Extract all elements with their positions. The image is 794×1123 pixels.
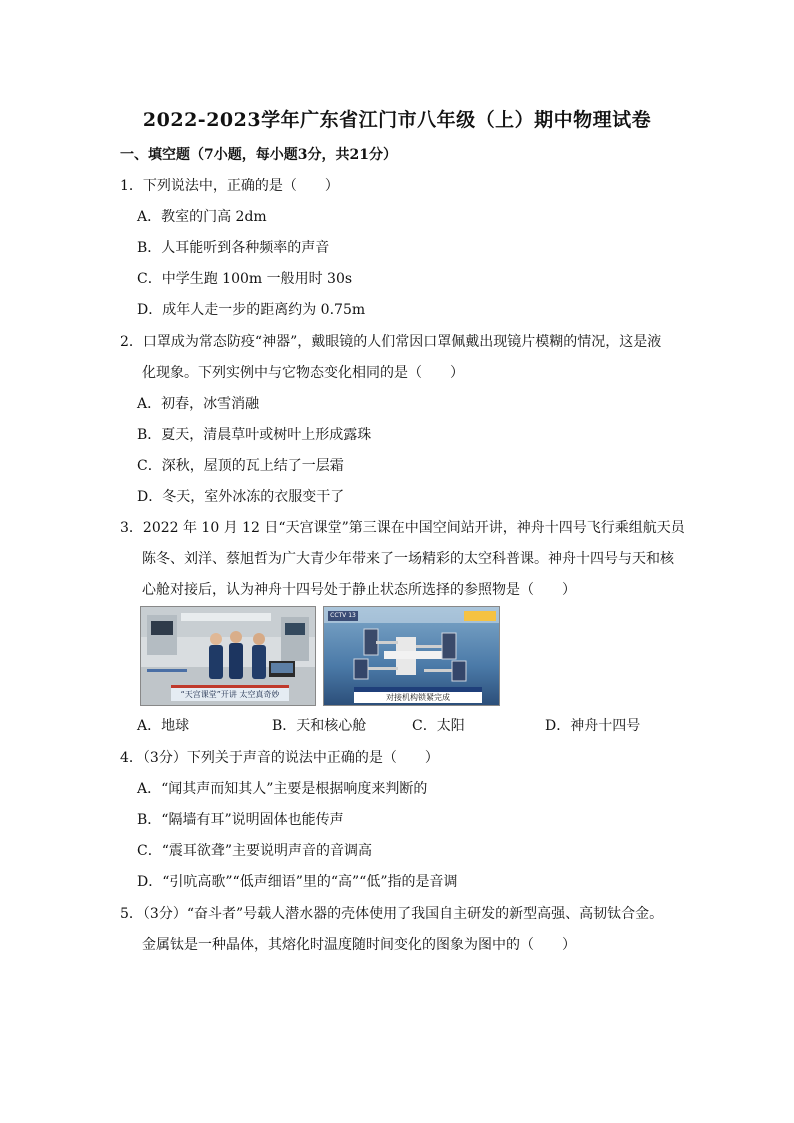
question-2-stem-line-2: 化现象。下列实例中与它物态变化相同的是（ ） [142,365,464,381]
question-1-stem: 1．下列说法中，正确的是（ ） [120,178,339,194]
cctv-logo: CCTV 13 [330,612,356,619]
question-5-stem-line-1: 5．（3分）“奋斗者”号载人潜水器的壳体使用了我国自主研发的新型高强、高韧钛合金。 [120,906,664,922]
question-1-option-b: B．人耳能听到各种频率的声音 [137,240,330,256]
question-2-option-a: A．初春，冰雪消融 [137,396,260,412]
question-3-stem-line-1: 3．2022 年 10 月 12 日“天宫课堂”第三课在中国空间站开讲，神舟十四号飞行乘组航天员 [120,520,685,536]
question-4-option-b: B．“隔墙有耳”说明固体也能传声 [137,812,344,828]
question-2-option-d: D．冬天，室外冰冻的衣服变干了 [137,489,345,505]
question-4-stem: 4．（3分）下列关于声音的说法中正确的是（ ） [120,750,439,766]
question-3-option-c: C．太阳 [412,718,465,734]
question-1-option-a: A．教室的门高 2dm [137,209,267,225]
question-2-option-b: B．夏天，清晨草叶或树叶上形成露珠 [137,427,372,443]
question-4-option-c: C．“震耳欲聋”主要说明声音的音调高 [137,843,373,859]
question-3-stem-line-2: 陈冬、刘洋、蔡旭哲为广大青少年带来了一场精彩的太空科普课。神舟十四号与天和核 [142,551,674,567]
question-5-stem-line-2: 金属钛是一种晶体，其熔化时温度随时间变化的图象为图中的（ ） [142,937,576,953]
question-1-option-d: D．成年人走一步的距离约为 0.75m [137,302,366,318]
question-2-stem-line-1: 2．口罩成为常态防疫“神器”，戴眼镜的人们常因口罩佩戴出现镜片模糊的情况，这是液 [120,334,662,350]
classroom-photo-caption: “天宫课堂”开讲 太空真奇妙 [180,690,280,699]
astronauts-classroom-photo [140,606,316,706]
space-station-docking-photo [323,606,500,706]
question-3-option-d: D．神舟十四号 [545,718,641,734]
question-1-option-c: C．中学生跑 100m 一般用时 30s [137,271,353,287]
docking-photo-caption: 对接机构锁紧完成 [386,693,450,702]
question-3-option-a: A．地球 [137,718,190,734]
question-4-option-a: A．“闻其声而知其人”主要是根据响度来判断的 [137,781,428,797]
question-3-stem-line-3: 心舱对接后，认为神舟十四号处于静止状态所选择的参照物是（ ） [142,582,576,598]
section-header: 一、填空题（7小题，每小题3分，共21分） [120,147,397,163]
page-title: 2022-2023学年广东省江门市八年级（上）期中物理试卷 [142,109,652,131]
question-4-option-d: D．“引吭高歌”“低声细语”里的“高”“低”指的是音调 [137,874,458,890]
question-3-option-b: B．天和核心舱 [272,718,367,734]
question-2-option-c: C．深秋，屋顶的瓦上结了一层霜 [137,458,344,474]
